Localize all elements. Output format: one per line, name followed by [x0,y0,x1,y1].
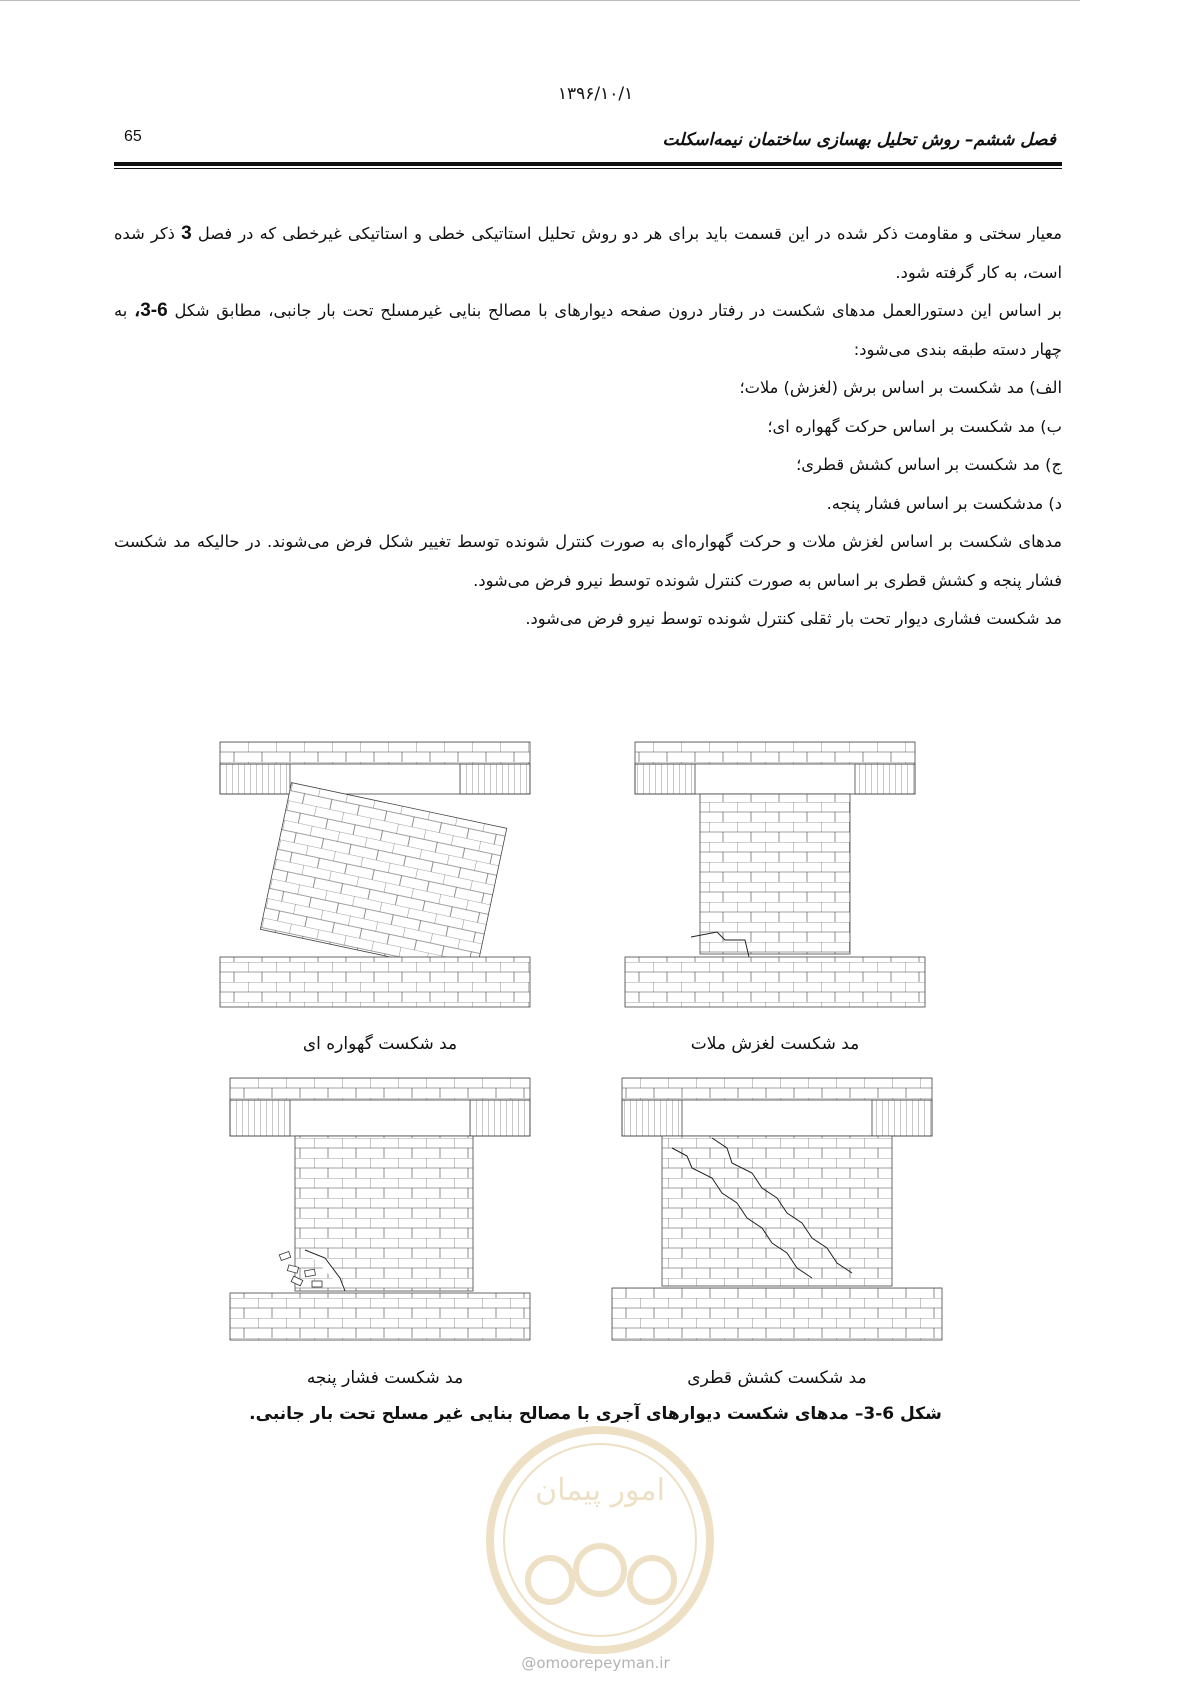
body-text [114,215,1062,639]
paragraph-2-text: بر اساس این دستورالعمل مدهای شکست در رفتار درون صفحه دیوارهای با مصالح بنایی غیرمسلح تحت بار جانبی، مطابق شکل [174,301,1062,320]
paragraph-1 [114,215,1062,292]
paragraph-2-end: به چهار دسته طبقه بندی می‌شود: [114,301,1062,359]
caption-sliding: مد شکست لغزش ملات [690,1034,860,1054]
figure-caption: شکل 6-3– مدهای شکست دیوارهای آجری با مصالح بنایی غیر مسلح تحت بار جانبی. [249,1404,942,1424]
rocking-failure-figure [220,742,540,1007]
header-rule-thin [114,168,1062,169]
page-number: 65 [124,128,142,145]
toe-crushing-figure [230,1078,540,1340]
list-item: الف) مد شکست بر اساس برش (لغزش) ملات؛ [739,378,1062,397]
paragraph-1-end: ذکر شده است، به کار گرفته شود. [114,224,1062,282]
list-item: د) مدشکست بر اساس فشار پنجه. [826,493,1062,513]
top-border-line [0,0,1080,1]
watermark-logo-text: امور پیمان [535,1473,665,1508]
paragraph-2 [114,292,1062,369]
sliding-failure-figure [625,742,925,1007]
caption-rocking: مد شکست گهواره ای [302,1034,458,1054]
list-item: ج) مد شکست بر اساس کشش قطری؛ [796,455,1062,474]
header-rule-thick [114,162,1062,166]
date-stamp: ۱۳۹۶/۱۰/۱ [557,84,634,104]
watermark-url: @omoorepeyman.ir [521,1654,670,1672]
chapter-ref-number: 3 [181,223,192,244]
watermark-logo [480,1420,720,1660]
paragraph-4: مد شکست فشاری دیوار تحت بار ثقلی کنترل شونده توسط نیرو فرض می‌شود. [525,609,1062,628]
paragraph-3: مدهای شکست بر اساس لغزش ملات و حرکت گهواره‌ای به صورت کنترل شونده توسط تغییر شکل فرض می‌شوند. در حالیکه مد شکست فشار پنجه و کشش قطری بر اساس به صورت کنترل شونده توسط نیرو فرض می‌شود. [114,532,1062,590]
paragraph-1-text: معیار سختی و مقاومت ذکر شده در این قسمت باید برای هر دو روش تحلیل استاتیکی خطی و استاتیکی غیرخطی که در فصل [197,224,1062,243]
list-item: ب) مد شکست بر اساس حرکت گهواره ای؛ [767,416,1062,436]
diagonal-tension-figure [612,1078,942,1340]
figure-ref-number: 6-3، [134,300,168,321]
caption-toe: مد شکست فشار پنجه [306,1368,464,1388]
caption-diagonal: مد شکست کشش قطری [687,1368,867,1388]
chapter-title: فصل ششم– روش تحلیل بهسازی ساختمان نیمه‌اسکلت [662,130,1056,150]
